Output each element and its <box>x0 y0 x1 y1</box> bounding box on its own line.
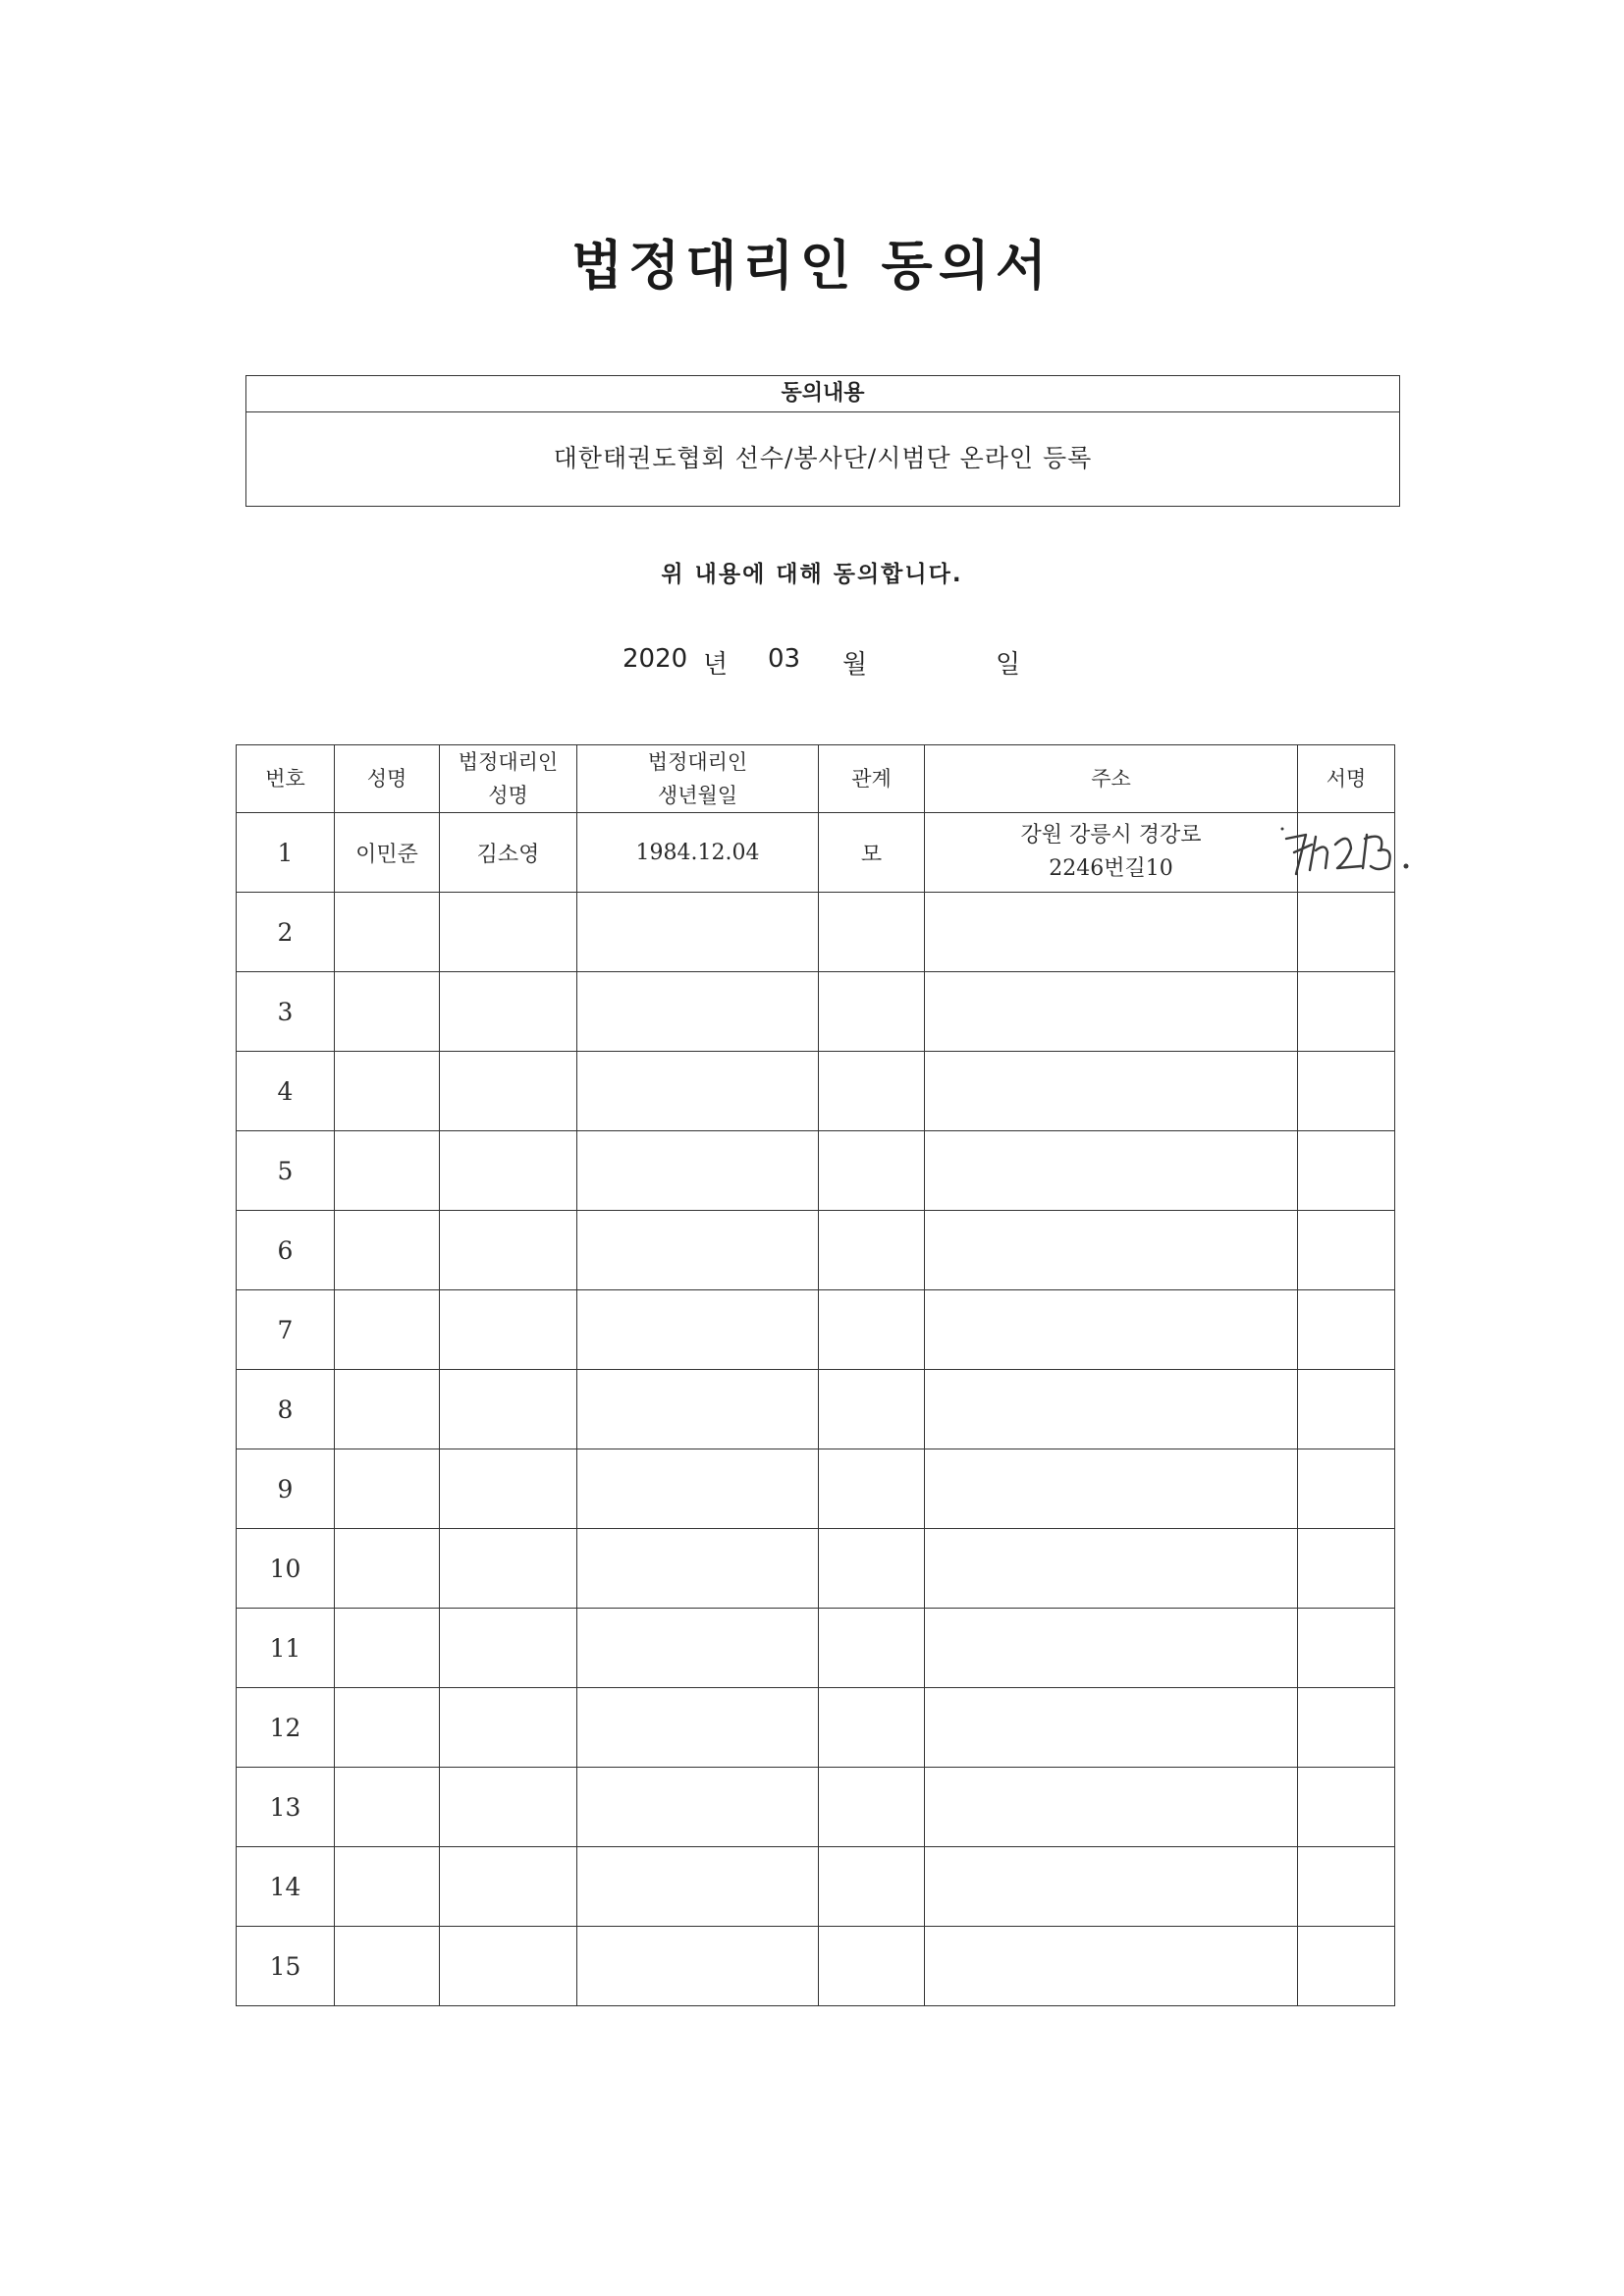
row-address-line2: 2246번길10 <box>1049 856 1173 881</box>
row-guardian-dob <box>577 1370 819 1449</box>
table-row <box>237 1688 1395 1768</box>
header-guardian-name <box>440 745 577 813</box>
date-year: 2020 <box>623 644 688 674</box>
guardian-table <box>236 744 1395 2006</box>
row-name: 이민준 <box>335 813 440 893</box>
row-no: 3 <box>237 972 335 1052</box>
row-guardian-name <box>440 1131 577 1211</box>
row-address <box>925 1290 1298 1370</box>
row-name <box>335 1449 440 1529</box>
row-name <box>335 1529 440 1609</box>
row-address <box>925 1927 1298 2006</box>
table-row <box>237 1847 1395 1927</box>
row-name <box>335 1211 440 1290</box>
row-name <box>335 1927 440 2006</box>
header-guardian-dob-line1: 법정대리인 <box>647 750 748 774</box>
row-guardian-dob <box>577 972 819 1052</box>
row-guardian-name <box>440 893 577 972</box>
header-guardian-dob <box>577 745 819 813</box>
handwritten-signature <box>1272 809 1449 880</box>
row-guardian-name <box>440 1688 577 1768</box>
row-guardian-dob: 1984.12.04 <box>577 813 819 893</box>
header-name: 성명 <box>335 745 440 813</box>
row-guardian-name <box>440 1211 577 1290</box>
row-signature <box>1298 1370 1395 1449</box>
row-name <box>335 1290 440 1370</box>
row-relation <box>819 1131 925 1211</box>
table-row <box>237 1927 1395 2006</box>
row-address <box>925 1688 1298 1768</box>
header-guardian-name-line2: 성명 <box>488 784 528 807</box>
row-guardian-dob <box>577 1927 819 2006</box>
row-guardian-dob <box>577 1211 819 1290</box>
table-row <box>237 1370 1395 1449</box>
row-signature <box>1298 1052 1395 1131</box>
row-no: 10 <box>237 1529 335 1609</box>
row-name <box>335 972 440 1052</box>
row-address <box>925 893 1298 972</box>
row-guardian-dob <box>577 893 819 972</box>
table-row <box>237 1609 1395 1688</box>
row-name <box>335 1688 440 1768</box>
table-row <box>237 1290 1395 1370</box>
header-relation: 관계 <box>819 745 925 813</box>
date-year-unit: 년 <box>703 650 729 680</box>
row-name <box>335 1370 440 1449</box>
row-guardian-dob <box>577 1052 819 1131</box>
table-row <box>237 893 1395 972</box>
row-relation <box>819 1290 925 1370</box>
row-guardian-dob <box>577 1609 819 1688</box>
row-relation <box>819 1529 925 1609</box>
agreement-statement: 위 내용에 대해 동의합니다. <box>661 562 963 587</box>
row-signature <box>1298 1449 1395 1529</box>
row-relation <box>819 1449 925 1529</box>
row-name <box>335 1609 440 1688</box>
table-row <box>237 1768 1395 1847</box>
row-signature <box>1298 1768 1395 1847</box>
row-name <box>335 1052 440 1131</box>
row-address <box>925 1449 1298 1529</box>
row-no: 15 <box>237 1927 335 2006</box>
row-address <box>925 1052 1298 1131</box>
row-signature <box>1298 1847 1395 1927</box>
header-address: 주소 <box>925 745 1298 813</box>
table-header-row <box>237 745 1395 813</box>
row-address <box>925 1768 1298 1847</box>
row-guardian-name <box>440 1290 577 1370</box>
row-no: 4 <box>237 1052 335 1131</box>
row-relation <box>819 1211 925 1290</box>
row-guardian-dob <box>577 1688 819 1768</box>
row-signature <box>1298 1529 1395 1609</box>
row-address <box>925 1847 1298 1927</box>
row-signature <box>1298 1290 1395 1370</box>
row-relation <box>819 1370 925 1449</box>
row-guardian-dob <box>577 1449 819 1529</box>
header-guardian-dob-line2: 생년월일 <box>657 784 738 807</box>
row-relation <box>819 972 925 1052</box>
row-name <box>335 1131 440 1211</box>
row-relation <box>819 1927 925 2006</box>
row-no: 8 <box>237 1370 335 1449</box>
header-no: 번호 <box>237 745 335 813</box>
row-guardian-dob <box>577 1847 819 1927</box>
row-relation <box>819 1847 925 1927</box>
consent-header: 동의내용 <box>246 376 1399 412</box>
row-no: 6 <box>237 1211 335 1290</box>
row-no: 5 <box>237 1131 335 1211</box>
row-guardian-name <box>440 1768 577 1847</box>
date-month: 03 <box>768 644 801 674</box>
table-row <box>237 972 1395 1052</box>
row-relation <box>819 1609 925 1688</box>
row-no: 12 <box>237 1688 335 1768</box>
row-guardian-name <box>440 1609 577 1688</box>
row-name <box>335 1847 440 1927</box>
row-guardian-name: 김소영 <box>440 813 577 893</box>
row-guardian-name <box>440 1370 577 1449</box>
date-month-unit: 월 <box>842 650 868 680</box>
row-relation <box>819 1768 925 1847</box>
row-signature <box>1298 1927 1395 2006</box>
row-no: 13 <box>237 1768 335 1847</box>
row-address-line1: 강원 강릉시 경강로 <box>1020 823 1202 847</box>
row-no: 11 <box>237 1609 335 1688</box>
row-guardian-name <box>440 1847 577 1927</box>
row-no: 1 <box>237 813 335 893</box>
row-address <box>925 1370 1298 1449</box>
row-signature <box>1298 813 1395 893</box>
row-no: 9 <box>237 1449 335 1529</box>
row-relation: 모 <box>819 813 925 893</box>
table-row <box>237 1449 1395 1529</box>
row-no: 2 <box>237 893 335 972</box>
row-signature <box>1298 1688 1395 1768</box>
row-no: 14 <box>237 1847 335 1927</box>
row-signature <box>1298 972 1395 1052</box>
row-relation <box>819 1052 925 1131</box>
table-row <box>237 1211 1395 1290</box>
row-name <box>335 893 440 972</box>
table-row <box>237 1529 1395 1609</box>
row-signature <box>1298 893 1395 972</box>
row-address <box>925 1609 1298 1688</box>
guardian-table-body <box>237 745 1395 2006</box>
row-guardian-dob <box>577 1529 819 1609</box>
row-signature <box>1298 1211 1395 1290</box>
row-guardian-name <box>440 1927 577 2006</box>
table-row <box>237 1052 1395 1131</box>
row-address <box>925 1131 1298 1211</box>
row-guardian-name <box>440 1529 577 1609</box>
row-guardian-name <box>440 1052 577 1131</box>
row-signature <box>1298 1609 1395 1688</box>
header-signature: 서명 <box>1298 745 1395 813</box>
consent-content-box <box>245 375 1400 507</box>
row-signature <box>1298 1131 1395 1211</box>
row-address <box>925 1211 1298 1290</box>
document-title: 법정대리인 동의서 <box>570 235 1054 297</box>
row-guardian-name <box>440 1449 577 1529</box>
table-row <box>237 1131 1395 1211</box>
row-guardian-name <box>440 972 577 1052</box>
row-guardian-dob <box>577 1131 819 1211</box>
row-guardian-dob <box>577 1290 819 1370</box>
row-address <box>925 1529 1298 1609</box>
row-name <box>335 1768 440 1847</box>
date-day-unit: 일 <box>996 650 1021 680</box>
header-guardian-name-line1: 법정대리인 <box>458 750 559 774</box>
row-address <box>925 972 1298 1052</box>
row-relation <box>819 1688 925 1768</box>
row-relation <box>819 893 925 972</box>
row-address <box>925 813 1298 893</box>
consent-content: 대한태권도협회 선수/봉사단/시범단 온라인 등록 <box>553 444 1093 472</box>
table-row <box>237 813 1395 893</box>
row-no: 7 <box>237 1290 335 1370</box>
row-guardian-dob <box>577 1768 819 1847</box>
